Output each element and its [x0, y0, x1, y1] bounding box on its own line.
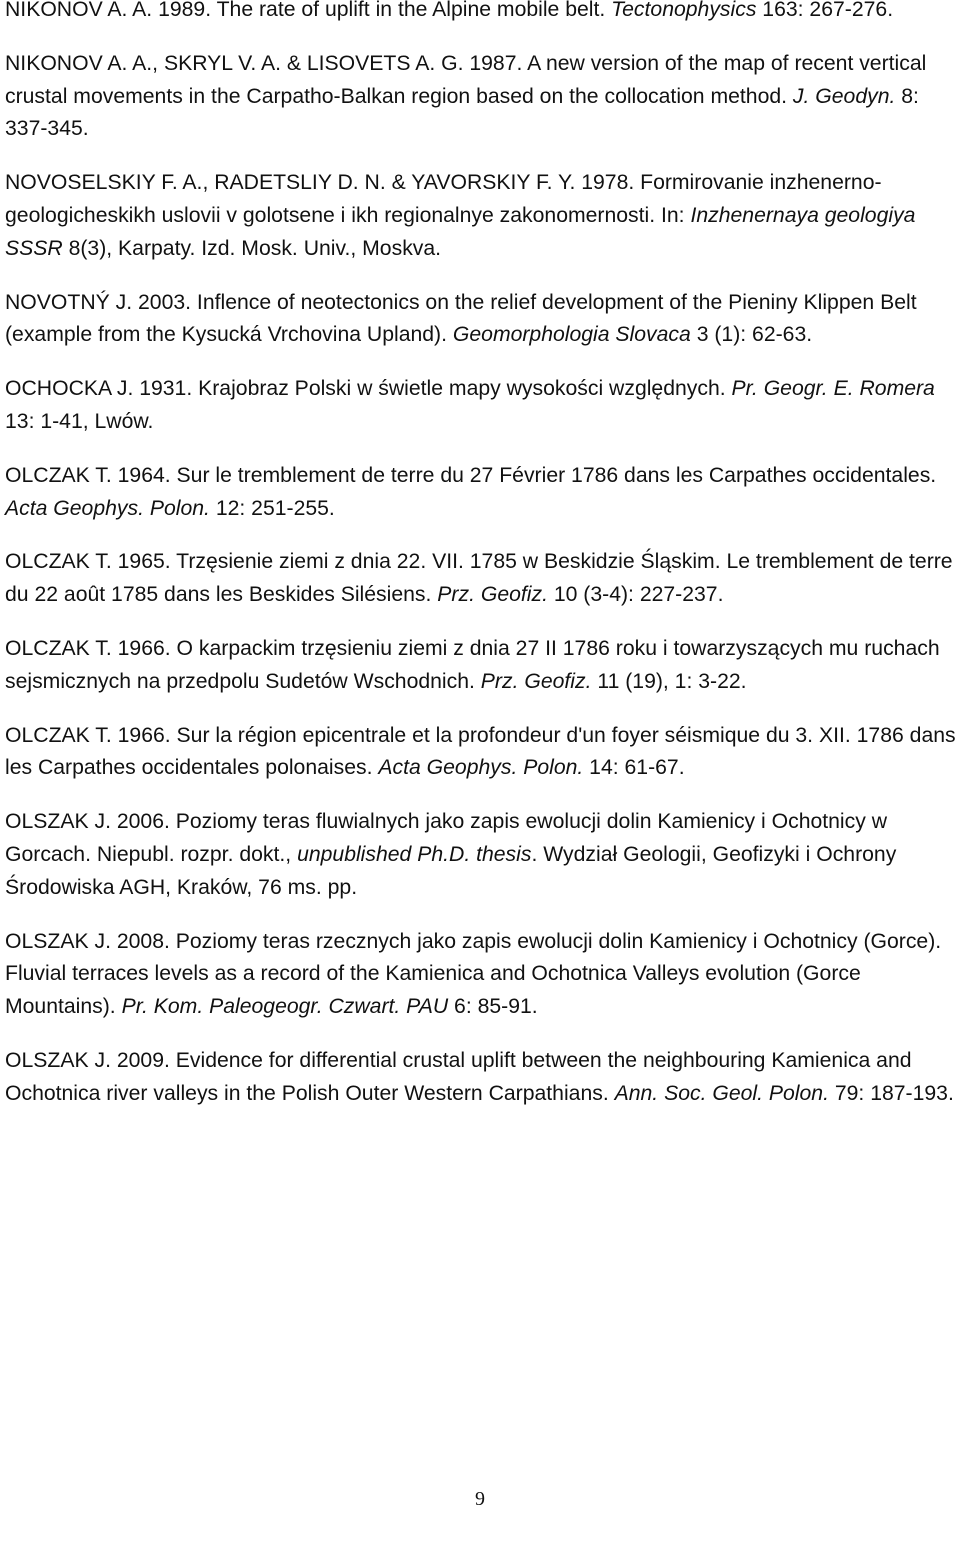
- reference-text: OLCZAK T. 1965. Trzęsienie ziemi z dnia 22. VII. 1785 w Beskidzie Śląskim. Le tremblement de terre du 22 août 1785 dans les Beskides Silésiens.: [5, 550, 953, 607]
- reference-text: 12: 251-255.: [209, 496, 335, 520]
- journal-title: Prz. Geofiz.: [437, 583, 548, 607]
- journal-title: Acta Geophys. Polon.: [378, 756, 584, 780]
- reference-text: 3 (1): 62-63.: [690, 323, 813, 347]
- journal-title: Tectonophysics: [611, 0, 757, 21]
- reference-text: 10 (3-4): 227-237.: [547, 583, 724, 607]
- reference-text: NIKONOV A. A. 1989. The rate of uplift in the Alpine mobile belt.: [5, 0, 612, 21]
- reference-text: 6: 85-91.: [448, 995, 538, 1019]
- reference-text: 14: 61-67.: [583, 756, 685, 780]
- reference-text: OLSZAK J. 2009. Evidence for differential crustal uplift between the neighbouring Kamienica and Ochotnica river valleys in the Polish Outer Western Carpathians.: [5, 1048, 912, 1105]
- reference-text: NOVOSELSKIY F. A., RADETSLIY D. N. & YAVORSKIY F. Y. 1978. Formirovanie inzhenerno-geologicheskikh uslovii v golotsene i ikh regionalnye zakonomernosti. In:: [5, 171, 882, 227]
- journal-title: unpublished Ph.D. thesis: [297, 842, 532, 866]
- journal-title: Ann. Soc. Geol. Polon.: [614, 1081, 829, 1105]
- reference-entry: [5, 926, 960, 1024]
- reference-entry: [5, 167, 960, 265]
- journal-title: Pr. Geogr. E. Romera: [731, 377, 935, 401]
- reference-entry: [5, 633, 960, 699]
- reference-text: NIKONOV A. A., SKRYL V. A. & LISOVETS A. G. 1987. A new version of the map of recent vertical crustal movements in the Carpatho-Balkan region based on the collocation method.: [5, 51, 927, 108]
- reference-entry: [5, 1045, 960, 1111]
- reference-text: 8: 337-345.: [5, 84, 919, 141]
- reference-text: OLCZAK T. 1964. Sur le tremblement de terre du 27 Février 1786 dans les Carpathes occidentales.: [5, 463, 937, 487]
- reference-text: OLSZAK J. 2008. Poziomy teras rzecznych jako zapis ewolucji dolin Kamienicy i Ochotnicy (Gorce). Fluvial terraces levels as a record of the Kamienica and Ochotnica Valleys evolution (Gorce Mountains).: [5, 929, 942, 1019]
- reference-entry: [5, 373, 960, 439]
- journal-title: Prz. Geofiz.: [480, 669, 592, 693]
- reference-text: 163: 267-276.: [756, 0, 894, 21]
- reference-text: OLCZAK T. 1966. O karpackim trzęsieniu ziemi z dnia 27 II 1786 roku i towarzyszących mu ruchach sejsmicznych na przedpolu Sudetów Wschodnich.: [5, 636, 940, 693]
- reference-text: OLCZAK T. 1966. Sur la région epicentrale et la profondeur d'un foyer séismique du 3. XII. 1786 dans les Carpathes occidentales polonaises.: [5, 723, 956, 780]
- reference-entry: [5, 460, 960, 526]
- reference-entry: [5, 806, 960, 904]
- reference-text: 8(3), Karpaty. Izd. Mosk. Univ., Moskva.: [62, 236, 442, 260]
- reference-text: NOVOTNÝ J. 2003. Inflence of neotectonics on the relief development of the Pieniny Klippen Belt (example from the Kysucká Vrchovina Upland).: [5, 290, 917, 347]
- reference-text: OLSZAK J. 2006. Poziomy teras fluwialnych jako zapis ewolucji dolin Kamienicy i Ochotnicy w Gorcach. Niepubl. rozpr. dokt.,: [5, 810, 888, 866]
- reference-entry: [5, 546, 960, 612]
- reference-entry: [5, 0, 960, 27]
- journal-title: Geomorphologia Slovaca: [452, 323, 691, 347]
- reference-entry: [5, 48, 960, 146]
- reference-text: 11 (19), 1: 3-22.: [591, 669, 747, 693]
- reference-text: . Wydział Geologii, Geofizyki i Ochrony Środowiska AGH, Kraków, 76 ms. pp.: [5, 842, 897, 899]
- reference-list: [5, 0, 960, 1132]
- reference-text: 79: 187-193.: [828, 1081, 954, 1105]
- journal-title: Acta Geophys. Polon.: [5, 496, 210, 520]
- journal-title: Pr. Kom. Paleogeogr. Czwart. PAU: [121, 995, 449, 1019]
- reference-text: 13: 1-41, Lwów.: [5, 409, 154, 433]
- reference-text: OCHOCKA J. 1931. Krajobraz Polski w świetle mapy wysokości względnych.: [5, 377, 732, 401]
- page-number: 9: [475, 1488, 485, 1510]
- journal-title: Inzhenernaya geologiya SSSR: [5, 203, 916, 260]
- reference-entry: [5, 720, 960, 786]
- journal-title: J. Geodyn.: [792, 84, 896, 108]
- reference-entry: [5, 287, 960, 353]
